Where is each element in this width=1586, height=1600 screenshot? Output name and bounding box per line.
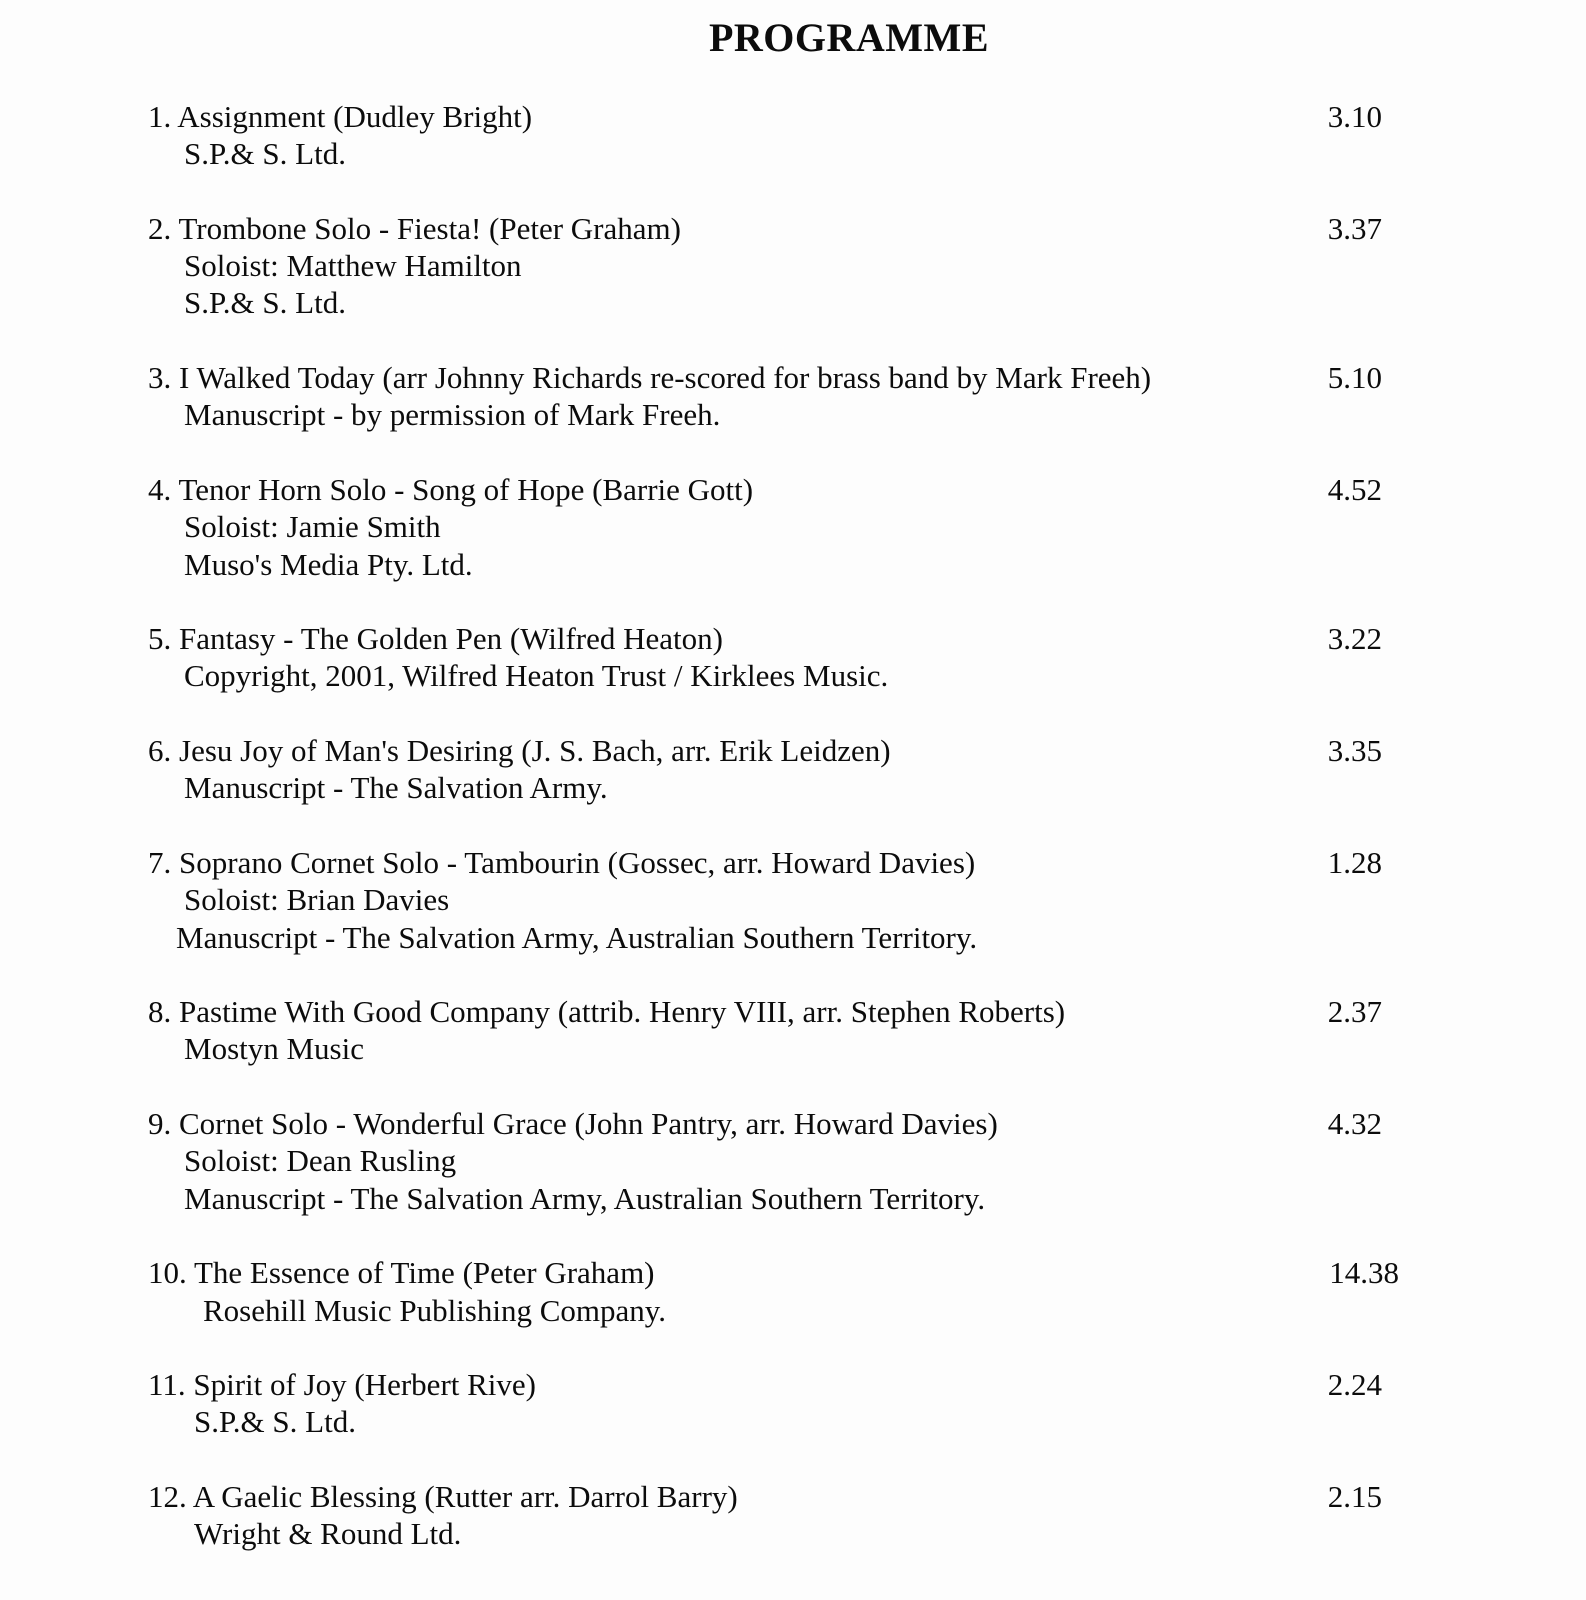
programme-item bbox=[148, 1366, 1408, 1441]
item-detail-line: Rosehill Music Publishing Company. bbox=[203, 1292, 667, 1328]
item-detail-line: Manuscript - The Salvation Army. bbox=[184, 770, 608, 806]
item-detail-line: S.P.& S. Ltd. bbox=[184, 285, 346, 321]
item-detail-line: S.P.& S. Ltd. bbox=[194, 1404, 356, 1440]
item-heading: 8. Pastime With Good Company (attrib. Henry VIII, arr. Stephen Roberts) bbox=[148, 994, 1066, 1030]
item-detail-line: Manuscript - The Salvation Army, Australian Southern Territory. bbox=[176, 919, 978, 955]
item-duration: 3.37 bbox=[1327, 210, 1382, 246]
item-detail-line: Copyright, 2001, Wilfred Heaton Trust / Kirklees Music. bbox=[184, 658, 889, 694]
item-heading: 6. Jesu Joy of Man's Desiring (J. S. Bach, arr. Erik Leidzen) bbox=[148, 733, 891, 769]
page-title: PROGRAMME bbox=[708, 15, 989, 60]
item-duration: 5.10 bbox=[1327, 360, 1382, 396]
item-heading: 11. Spirit of Joy (Herbert Rive) bbox=[148, 1367, 536, 1403]
programme-item bbox=[148, 359, 1408, 434]
item-heading: 9. Cornet Solo - Wonderful Grace (John Pantry, arr. Howard Davies) bbox=[148, 1106, 998, 1142]
programme-item bbox=[148, 98, 1408, 173]
programme-item bbox=[148, 1105, 1408, 1217]
programme-item bbox=[148, 993, 1408, 1068]
item-detail-line: Soloist: Brian Davies bbox=[184, 882, 450, 918]
item-duration: 2.24 bbox=[1327, 1367, 1382, 1403]
item-duration: 3.22 bbox=[1327, 621, 1382, 657]
programme-list bbox=[148, 98, 1408, 1590]
item-detail-line: Mostyn Music bbox=[184, 1031, 364, 1067]
item-heading: 3. I Walked Today (arr Johnny Richards re-scored for brass band by Mark Freeh) bbox=[148, 360, 1152, 396]
item-detail-line: Soloist: Dean Rusling bbox=[184, 1143, 457, 1179]
item-detail-line: Soloist: Matthew Hamilton bbox=[184, 248, 522, 284]
item-duration: 3.10 bbox=[1327, 99, 1382, 134]
item-duration: 1.28 bbox=[1327, 844, 1382, 880]
programme-item bbox=[148, 732, 1408, 807]
item-detail-line: Manuscript - The Salvation Army, Australian Southern Territory. bbox=[184, 1180, 986, 1216]
item-duration: 2.37 bbox=[1327, 994, 1382, 1030]
item-detail-line: Soloist: Jamie Smith bbox=[184, 509, 441, 545]
programme-item bbox=[148, 1254, 1408, 1329]
item-detail-line: Muso's Media Pty. Ltd. bbox=[184, 546, 473, 582]
item-detail-line: S.P.& S. Ltd. bbox=[184, 136, 346, 172]
item-heading: 7. Soprano Cornet Solo - Tambourin (Gossec, arr. Howard Davies) bbox=[148, 844, 976, 880]
item-duration: 4.32 bbox=[1327, 1106, 1382, 1142]
item-duration: 3.35 bbox=[1327, 733, 1382, 769]
item-heading: 2. Trombone Solo - Fiesta! (Peter Graham) bbox=[148, 210, 681, 246]
programme-item bbox=[148, 471, 1408, 583]
item-heading: 12. A Gaelic Blessing (Rutter arr. Darrol Barry) bbox=[148, 1478, 738, 1514]
programme-item bbox=[148, 1478, 1408, 1553]
item-duration: 2.15 bbox=[1327, 1478, 1382, 1514]
programme-item bbox=[148, 210, 1408, 322]
programme-item bbox=[148, 844, 1408, 956]
item-heading: 1. Assignment (Dudley Bright) bbox=[148, 99, 533, 134]
item-detail-line: Manuscript - by permission of Mark Freeh. bbox=[184, 397, 721, 433]
item-duration: 14.38 bbox=[1329, 1255, 1399, 1291]
item-heading: 4. Tenor Horn Solo - Song of Hope (Barrie Gott) bbox=[148, 471, 754, 507]
programme-item bbox=[148, 620, 1408, 695]
item-heading: 10. The Essence of Time (Peter Graham) bbox=[148, 1255, 655, 1291]
item-duration: 4.52 bbox=[1327, 471, 1382, 507]
item-heading: 5. Fantasy - The Golden Pen (Wilfred Heaton) bbox=[148, 621, 723, 657]
item-detail-line: Wright & Round Ltd. bbox=[194, 1516, 462, 1552]
